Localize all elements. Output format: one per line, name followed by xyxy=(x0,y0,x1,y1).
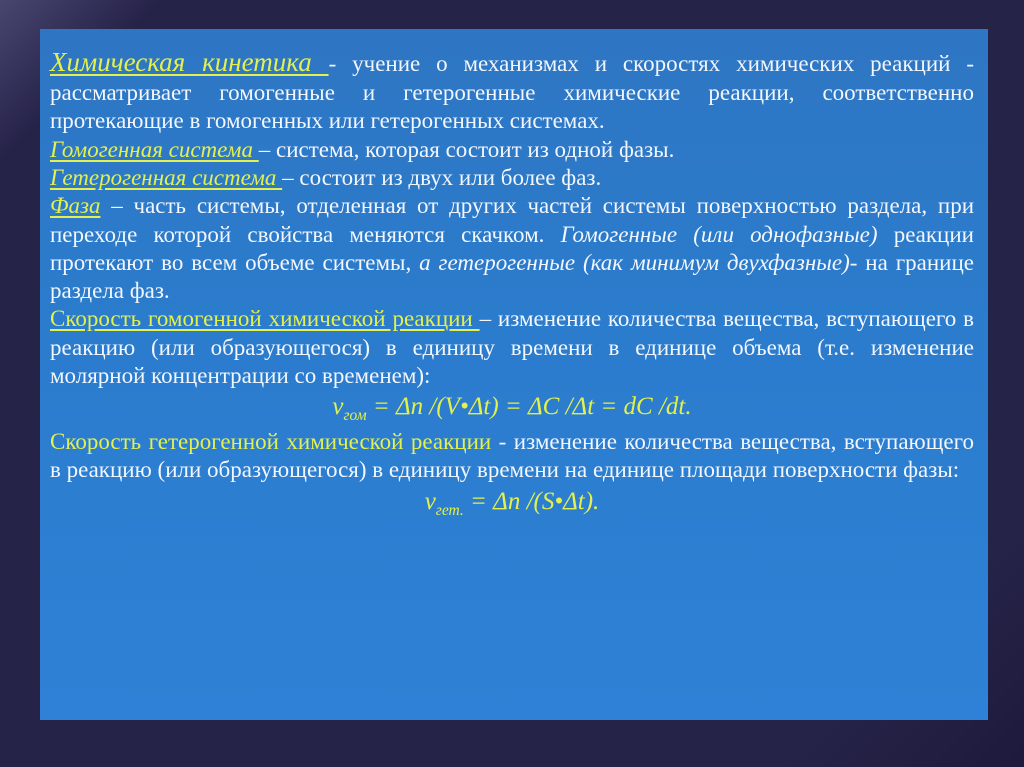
definition-chemical-kinetics: - учение о механизмах и скоростях химических реакций - рассматривает гомогенные и гетерогенные химические реакции, соответственно протекающие в гомогенных или гетерогенных системах. xyxy=(50,51,974,134)
term-heterogeneous-system: Гетерогенная система xyxy=(50,165,283,191)
slide-content xyxy=(40,29,988,519)
phrase-homogeneous-singlephase: Гомогенные (или однофазные) xyxy=(560,221,878,247)
definition-heterogeneous-rate: - изменение количества вещества, вступающего в реакцию (или образующегося) в единицу времени на единице площади поверхности фазы: xyxy=(50,429,975,483)
phrase-heterogeneous-twophase: а гетерогенные (как минимум двухфазные)- xyxy=(419,249,858,275)
formula-subscript: гет. xyxy=(435,501,464,519)
slide-panel xyxy=(40,29,988,720)
definition-phase-part2: реакции протекают во всем объеме системы, xyxy=(50,221,974,275)
definition-homogeneous-rate: – изменение количества вещества, вступающего в реакцию (или образующегося) в единицу времени в единице объема (т.е. изменение молярной концентрации со временем): xyxy=(50,306,974,389)
formula-heterogeneous-rate xyxy=(50,488,974,520)
term-homogeneous-system: Гомогенная система xyxy=(50,136,259,162)
term-chemical-kinetics: Химическая кинетика xyxy=(50,47,329,77)
definition-phase-part3: на границе раздела фаз. xyxy=(50,249,974,304)
formula-subscript: гом xyxy=(343,407,367,425)
paragraph-phase xyxy=(50,192,974,305)
definition-phase-part1: – часть системы, отделенная от других частей системы поверхностью раздела, при переходе которой свойства меняются скачком. xyxy=(50,193,974,247)
definition-heterogeneous-system: – состоит из двух или более фаз. xyxy=(282,165,602,191)
definition-homogeneous-system: – система, которая состоит из одной фазы. xyxy=(258,136,675,162)
formula-homogeneous-rate xyxy=(50,393,974,425)
paragraph-heterogeneous-system xyxy=(50,164,974,192)
paragraph-homogeneous-system xyxy=(50,136,974,164)
formula-expression: = Δn /(S•Δt). xyxy=(463,487,600,515)
term-phase: Фаза xyxy=(50,193,101,219)
paragraph-chemical-kinetics xyxy=(50,46,974,136)
formula-expression: = Δn /(V•Δt) = ΔC /Δt = dC /dt. xyxy=(366,393,692,421)
formula-variable: v xyxy=(332,393,344,421)
term-heterogeneous-reaction-rate: Скорость гетерогенной химической реакции xyxy=(50,429,492,455)
paragraph-heterogeneous-rate xyxy=(50,428,974,485)
term-homogeneous-reaction-rate: Скорость гомогенной химической реакции xyxy=(50,306,480,332)
paragraph-homogeneous-rate xyxy=(50,305,974,390)
formula-variable: v xyxy=(424,487,436,515)
